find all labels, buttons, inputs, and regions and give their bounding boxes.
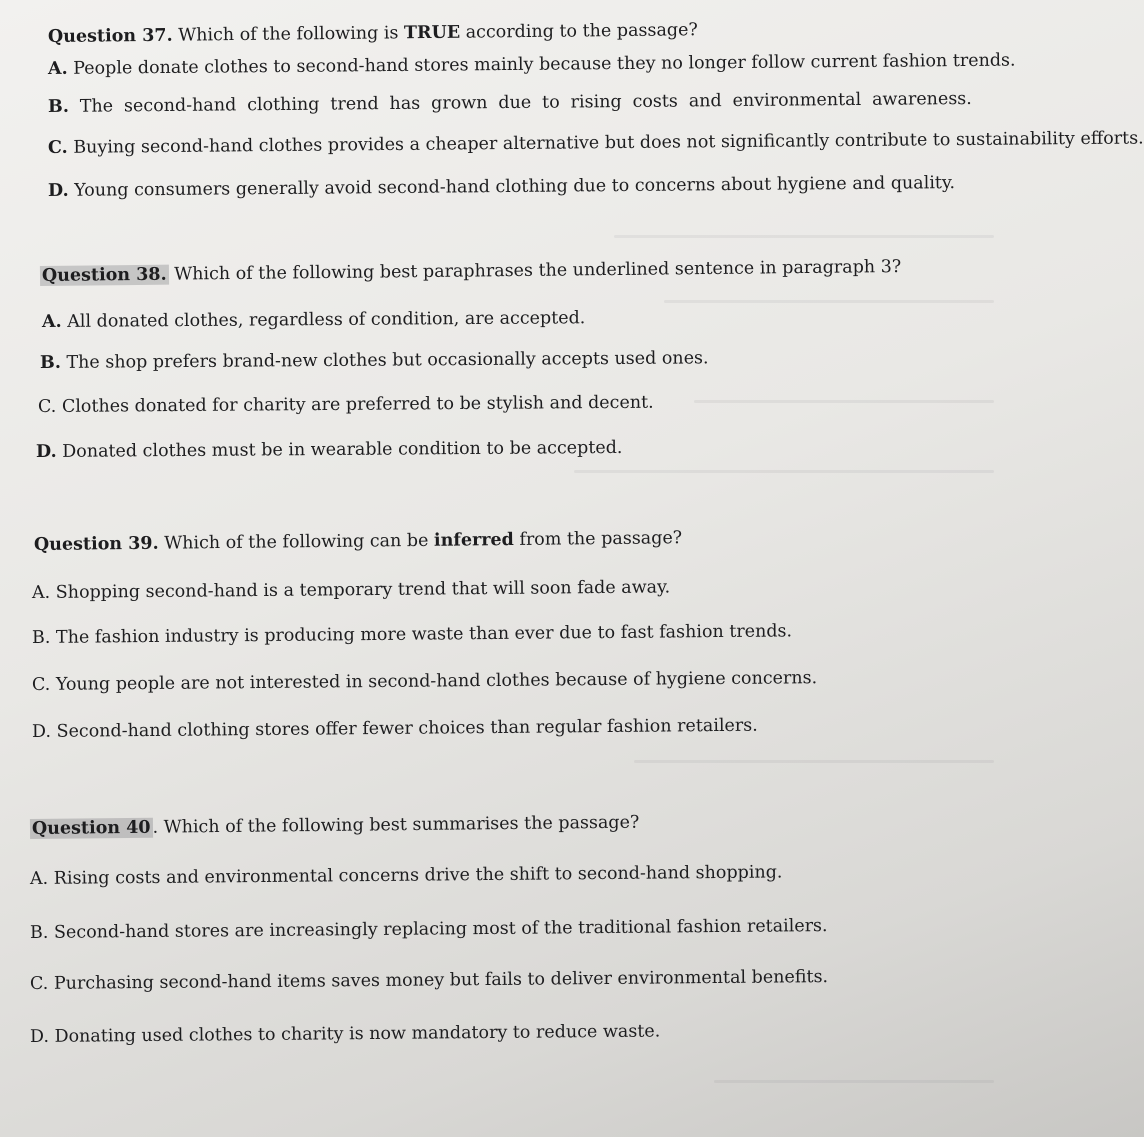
question-40-option-b[interactable]: B. Second-hand stores are increasingly replacing most of the traditional fashion retailers. bbox=[29, 916, 828, 943]
question-38-option-c[interactable]: C. Clothes donated for charity are preferred to be stylish and decent. bbox=[37, 392, 654, 417]
question-40-option-c[interactable]: C. Purchasing second-hand items saves money but fails to deliver environmental benefits. bbox=[29, 967, 829, 994]
question-37-option-a[interactable]: A. People donate clothes to second-hand stores mainly because they no longer follow current fashion trends. bbox=[47, 50, 1016, 79]
question-40-label: Question 40 bbox=[31, 817, 151, 839]
question-37-option-c[interactable]: C. Buying second-hand clothes provides a cheaper alternative but does not significantly contribute to sustainability efforts. bbox=[47, 128, 1144, 158]
question-38-option-a[interactable]: A. All donated clothes, regardless of condition, are accepted. bbox=[41, 308, 586, 332]
question-39-option-c[interactable]: C. Young people are not interested in second-hand clothes because of hygiene concerns. bbox=[31, 668, 818, 695]
question-39-option-d[interactable]: D. Second-hand clothing stores offer fewer choices than regular fashion retailers. bbox=[31, 715, 758, 742]
question-40-option-a[interactable]: A. Rising costs and environmental concerns drive the shift to second-hand shopping. bbox=[29, 862, 783, 889]
question-39-option-b[interactable]: B. The fashion industry is producing more waste than ever due to fast fashion trends. bbox=[31, 621, 793, 648]
question-37-option-b[interactable]: B. The second-hand clothing trend has grown due to rising costs and environmental awareness. bbox=[47, 88, 972, 117]
question-37-option-d[interactable]: D. Young consumers generally avoid second-hand clothing due to concerns about hygiene and quality. bbox=[47, 173, 956, 201]
question-38-option-d[interactable]: D. Donated clothes must be in wearable condition to be accepted. bbox=[35, 437, 623, 462]
show-through-line bbox=[694, 400, 994, 403]
show-through-line bbox=[614, 235, 994, 238]
show-through-line bbox=[714, 1080, 994, 1083]
question-40-option-d[interactable]: D. Donating used clothes to charity is now mandatory to reduce waste. bbox=[29, 1021, 661, 1047]
question-39-label: Question 39. bbox=[33, 533, 159, 555]
show-through-line bbox=[634, 760, 994, 763]
show-through-line bbox=[664, 300, 994, 303]
question-40-stem: Question 40 . Which of the following best summarises the passage? bbox=[31, 812, 640, 839]
question-39-stem: Question 39. Which of the following can be inferred from the passage? bbox=[33, 528, 683, 555]
question-37-stem: Question 37. Which of the following is TRUE according to the passage? bbox=[47, 20, 698, 47]
show-through-line bbox=[574, 470, 994, 473]
question-38-option-b[interactable]: B. The shop prefers brand-new clothes but occasionally accepts used ones. bbox=[39, 348, 709, 373]
question-38-stem: Question 38. Which of the following best paraphrases the underlined sentence in paragraph 3? bbox=[41, 256, 902, 286]
question-37-label: Question 37. bbox=[47, 25, 173, 47]
question-38-label: Question 38. bbox=[41, 264, 167, 286]
question-39-option-a[interactable]: A. Shopping second-hand is a temporary trend that will soon fade away. bbox=[31, 577, 671, 603]
